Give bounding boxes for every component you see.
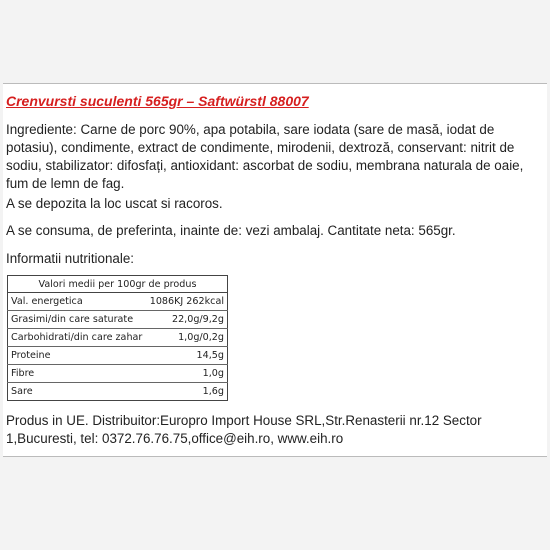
- table-row: [8, 383, 228, 401]
- nutrient-value: 22,0g/9,2g: [146, 311, 227, 329]
- nutrition-heading: Informatii nutritionale:: [6, 251, 135, 266]
- table-row: [8, 365, 228, 383]
- nutrient-name: Carbohidrati/din care zahar: [8, 329, 147, 347]
- table-row: [8, 347, 228, 365]
- nutrition-table: [7, 275, 228, 401]
- table-row: [8, 293, 228, 311]
- storage-text: A se depozita la loc uscat si racoros.: [6, 196, 223, 211]
- consume-text: A se consuma, de preferinta, inainte de: vezi ambalaj. Cantitate neta: 565gr.: [6, 223, 456, 238]
- product-label: [3, 83, 547, 457]
- ingredients-text: Ingrediente: Carne de porc 90%, apa potabila, sare iodata (sare de masă, iodat de potasiu), condimente, extract de condimente, mirodenii, dextroză, conservant: nitrit de sodiu, stabilizator: difosfați, antioxidant: ascorbat de sodiu, membrana naturala de oaie, fum de lemn de fag.: [6, 122, 524, 191]
- producer-text: Produs in UE. Distribuitor:Europro Import House SRL,Str.Renasterii nr.12 Sector 1,Bucuresti, tel: 0372.76.76.75,office@eih.ro, www.eih.ro: [6, 413, 482, 446]
- nutrition-table-header: Valori medii per 100gr de produs: [8, 276, 228, 293]
- nutrient-name: Proteine: [8, 347, 147, 365]
- nutrient-name: Grasimi/din care saturate: [8, 311, 147, 329]
- nutrient-value: 14,5g: [146, 347, 227, 365]
- nutrient-name: Sare: [8, 383, 147, 401]
- nutrient-value: 1086KJ 262kcal: [149, 296, 224, 307]
- nutrient-value: 1,0g/0,2g: [146, 329, 227, 347]
- nutrient-value: 1,6g: [146, 383, 227, 401]
- table-row: [8, 311, 228, 329]
- table-row: [8, 329, 228, 347]
- nutrient-value: 1,0g: [146, 365, 227, 383]
- product-title: Crenvursti suculenti 565gr – Saftwürstl 88007: [6, 93, 309, 109]
- nutrient-name: Val. energetica: [11, 296, 83, 307]
- nutrient-name: Fibre: [8, 365, 147, 383]
